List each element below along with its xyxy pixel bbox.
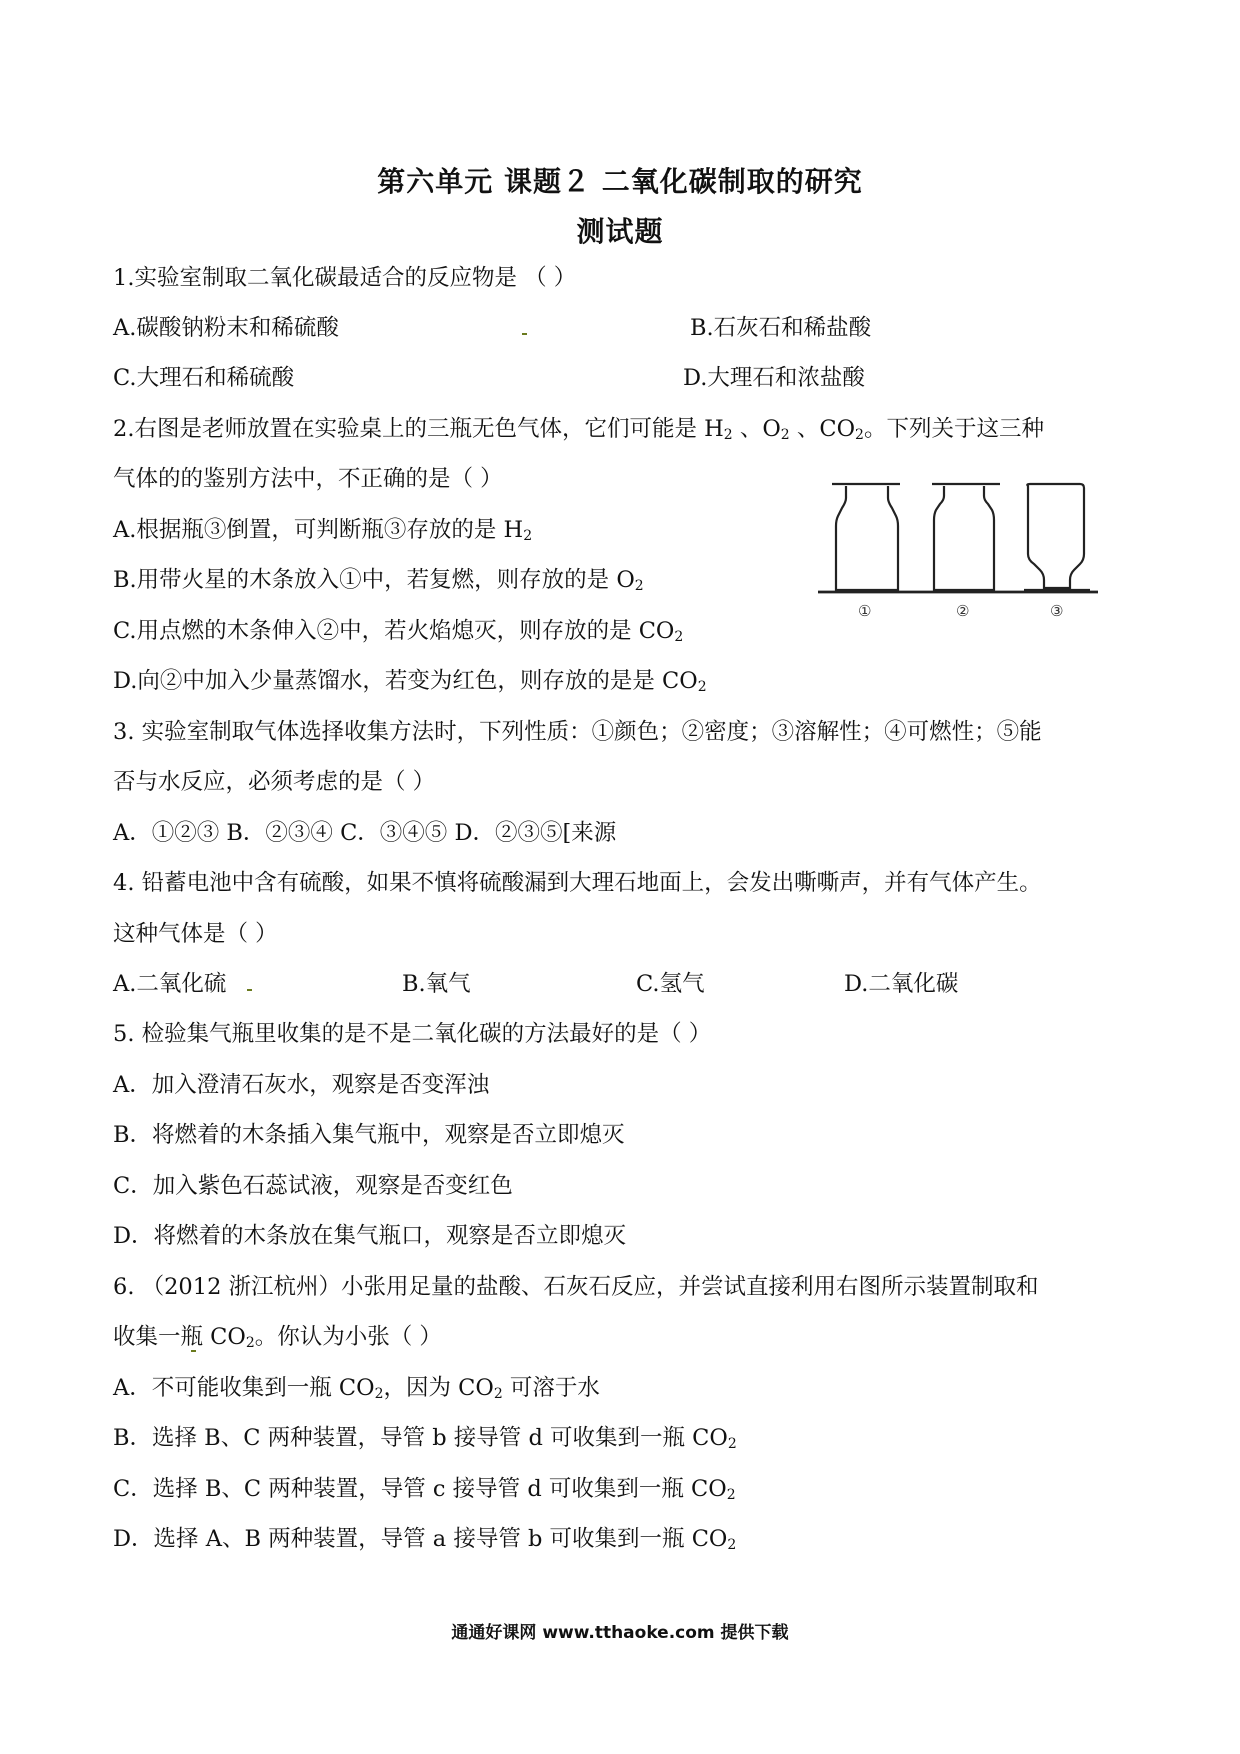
gas-bottles-figure [818, 478, 1098, 630]
page-footer: 通通好课网 www.tthaoke.com 提供下载 [451, 1623, 789, 1643]
scan-mark [247, 989, 252, 991]
q1-stem: 1.实验室制取二氧化碳最适合的反应物是 （ ） [113, 265, 577, 291]
q2-stem-line2: 气体的的鉴别方法中，不正确的是（ ） [113, 466, 503, 492]
q1-option-d: D.大理石和浓盐酸 [683, 365, 865, 391]
q3-options: A．①②③ B．②③④ C．③④⑤ D．②③⑤[来源 [113, 820, 617, 846]
q5-option-c: C．加入紫色石蕊试液，观察是否变红色 [113, 1173, 513, 1199]
q6-stem-line2: 收集一瓶 $CO_2$。你认为小张（ ） [113, 1324, 442, 1351]
bottles-diagram [818, 478, 1098, 630]
q3-stem-line2: 否与水反应，必须考虑的是（ ） [113, 769, 436, 795]
q5-stem: 5. 检验集气瓶里收集的是不是二氧化碳的方法最好的是（ ） [113, 1021, 712, 1047]
q2-option-c: C.用点燃的木条伸入②中，若火焰熄灭，则存放的是 $CO_2$ [113, 618, 684, 645]
q1-option-c: C.大理石和稀硫酸 [113, 365, 295, 391]
bottle-3-label: ③ [1050, 602, 1064, 620]
bottle-2 [934, 486, 994, 590]
scan-mark [191, 1350, 196, 1352]
q4-stem-line1: 4. 铅蓄电池中含有硫酸，如果不慎将硫酸漏到大理石地面上，会发出嘶嘶声，并有气体产生。 [113, 870, 1042, 896]
q4-stem-line2: 这种气体是（ ） [113, 921, 278, 947]
q5-option-a: A．加入澄清石灰水，观察是否变浑浊 [113, 1072, 490, 1098]
q6-option-b: B．选择 B、C 两种装置，导管 b 接导管 d 可收集到一瓶 $CO_2$ [113, 1425, 737, 1452]
q1-option-a: A.碳酸钠粉末和稀硫酸 [113, 315, 339, 341]
q2-option-b: B.用带火星的木条放入①中，若复燃，则存放的是 $O_2$ [113, 567, 644, 594]
page-title: 第六单元 课题２ 二氧化碳制取的研究 [377, 165, 863, 198]
page-subtitle: 测试题 [576, 215, 664, 248]
q5-option-b: B．将燃着的木条插入集气瓶中，观察是否立即熄灭 [113, 1122, 625, 1148]
bottle-1 [836, 486, 898, 590]
q4-option-b: B.氧气 [402, 971, 471, 997]
q5-option-d: D．将燃着的木条放在集气瓶口，观察是否立即熄灭 [113, 1223, 627, 1249]
q4-option-a: A.二氧化硫 [113, 971, 227, 997]
q6-option-a: A．不可能收集到一瓶 $CO_2$，因为 $CO_2$ 可溶于水 [113, 1375, 600, 1402]
q4-option-c: C.氢气 [636, 971, 705, 997]
scan-mark [522, 333, 527, 335]
bottle-3 [1027, 484, 1084, 588]
q6-stem-line1: 6. （2012 浙江杭州）小张用足量的盐酸、石灰石反应，并尝试直接利用右图所示装置制取和 [113, 1274, 1039, 1300]
q2-option-d: D.向②中加入少量蒸馏水，若变为红色，则存放的是是 $CO_2$ [113, 668, 707, 695]
q4-option-d: D.二氧化碳 [844, 971, 959, 997]
q2-stem-line1: 2.右图是老师放置在实验桌上的三瓶无色气体，它们可能是 $H_2$ 、$O_2$ 、$CO_2$。下列关于这三种 [113, 416, 1044, 443]
q6-option-c: C．选择 B、C 两种装置，导管 c 接导管 d 可收集到一瓶 $CO_2$ [113, 1476, 736, 1503]
q3-stem-line1: 3. 实验室制取气体选择收集方法时，下列性质：①颜色；②密度；③溶解性；④可燃性；⑤能 [113, 719, 1042, 745]
bottle-2-label: ② [956, 602, 970, 620]
bottle-1-label: ① [858, 602, 872, 620]
q1-option-b: B.石灰石和稀盐酸 [690, 315, 872, 341]
q2-option-a: A.根据瓶③倒置，可判断瓶③存放的是 $H_2$ [113, 517, 533, 544]
q6-option-d: D．选择 A、B 两种装置，导管 a 接导管 b 可收集到一瓶 $CO_2$ [113, 1526, 737, 1553]
